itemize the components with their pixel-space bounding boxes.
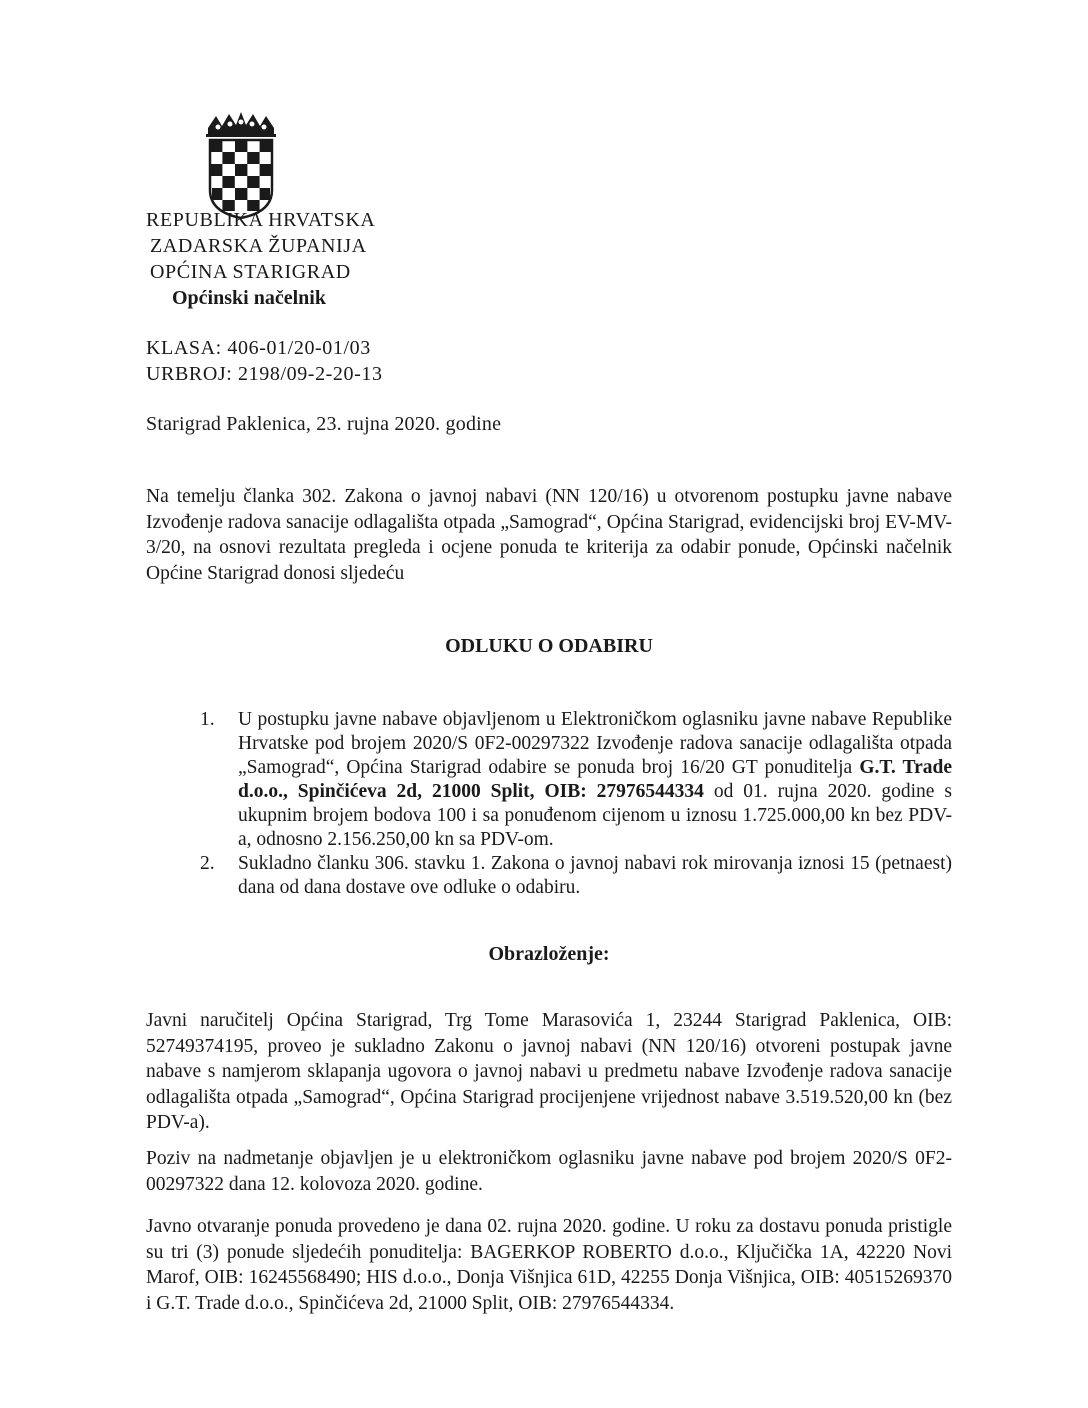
item-text: Sukladno članku 306. stavku 1. Zakona o javnoj nabavi rok mirovanja iznosi 15 (petnaest) dana od dana dostave ove odluke o odabiru. xyxy=(238,853,952,898)
decision-item xyxy=(200,708,952,852)
intro-paragraph: Na temelju članka 302. Zakona o javnoj nabavi (NN 120/16) u otvorenom postupku javne nabave Izvođenje radova sanacije odlagališta otpada „Samograd“, Općina Starigrad, evidencijski broj EV-MV-3/20, na osnovi rezultata pregleda i ocjene ponuda te kriterija za odabir ponude, Općinski načelnik Općine Starigrad donosi sljedeću xyxy=(146,486,952,584)
urbroj: URBROJ: 2198/09-2-20-13 xyxy=(146,363,383,385)
reasoning-paragraph: Poziv na nadmetanje objavljen je u elektroničkom oglasniku javne nabave pod brojem 2020/S 0F2-00297322 dana 12. kolovoza 2020. godine. xyxy=(146,1148,952,1195)
decision-list xyxy=(200,708,952,900)
item-text: U postupku javne nabave objavljenom u Elektroničkom oglasniku javne nabave Republike Hrvatske pod brojem 2020/S 0F2-00297322 Izvođenje radova sanacije odlagališta otpada „Samograd“, Općina Starigrad odabire se ponuda broj 16/20 GT ponuditelja xyxy=(238,709,952,778)
reasoning-paragraph: Javni naručitelj Općina Starigrad, Trg Tome Marasovića 1, 23244 Starigrad Paklenica, OIB: 52749374195, proveo je sukladno Zakonu o javnoj nabavi (NN 120/16) otvoreni postupak javne nabave s namjerom sklapanja ugovora o javnoj nabavi u predmetu nabave Izvođenje radova sanacije odlagališta otpada „Samograd“, Općina Starigrad procijenjene vrijednost nabave 3.519.520,00 kn (bez PDV-a). xyxy=(146,1010,952,1133)
selected-bidder: G.T. Trade d.o.o., Spinčićeva 2d, 21000 Split, OIB: 27976544334 xyxy=(238,757,952,802)
reasoning-paragraph: Javno otvaranje ponuda provedeno je dana 02. rujna 2020. godine. U roku za dostavu ponuda pristigle su tri (3) ponude sljedećih ponuditelja: BAGERKOP ROBERTO d.o.o., Ključička 1A, 42220 Novi Marof, OIB: 16245568490; HIS d.o.o., Donja Višnjica 61D, 42255 Donja Višnjica, OIB: 40515269370 i G.T. Trade d.o.o., Spinčićeva 2d, 21000 Split, OIB: 27976544334. xyxy=(146,1216,952,1314)
klasa: KLASA: 406-01/20-01/03 xyxy=(146,337,371,359)
place-date: Starigrad Paklenica, 23. rujna 2020. godine xyxy=(146,413,502,435)
decision-title: ODLUKU O ODABIRU xyxy=(445,635,653,657)
header-municipality: OPĆINA STARIGRAD xyxy=(150,261,351,283)
item-number: 1. xyxy=(200,709,215,730)
header-office: Općinski načelnik xyxy=(172,287,326,309)
header-country: REPUBLIKA HRVATSKA xyxy=(146,209,376,231)
item-number: 2. xyxy=(200,853,215,874)
item-text-continued: od 01. rujna 2020. godine s ukupnim brojem bodova 100 i sa ponuđenom cijenom u iznosu 1.725.000,00 kn bez PDV-a, odnosno 2.156.250,00 kn sa PDV-om. xyxy=(238,781,952,850)
header-county: ZADARSKA ŽUPANIJA xyxy=(150,235,367,257)
decision-item xyxy=(200,852,952,900)
coat-of-arms-image xyxy=(202,112,280,220)
reasoning-title: Obrazloženje: xyxy=(488,943,610,965)
